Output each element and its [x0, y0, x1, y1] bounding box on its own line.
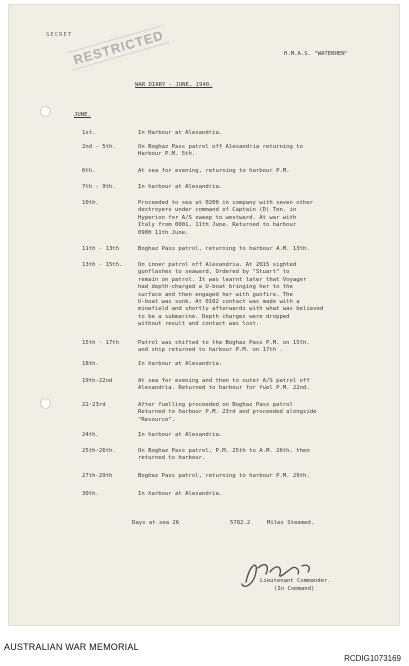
entry-text: On Boghaz Pass patrol, P.M. 25th to A.M. 26th, then returned to harbour.: [138, 448, 310, 462]
entry-text: On inner patrol off Alexandria. At 2015 sighted gunflashes to seaward. Ordered by "Stuart" to remain on patrol. It was learnt later that Voyager had depth-charged a U-boat bringing her to the surface and then engaged her with gunfire. The U-boat was sunk. At 0102 contact was made with a minefield and shortly afterwards with what was believed to be a submarine. Depth charges were dropped without result and contact was lost.: [138, 262, 324, 328]
entry-text: Proceeded to sea at 0200 in company with seven other destroyers under command of Captain (D) Ten. in Hyperion for A/S sweep to westward. At war with Italy from 0001, 11th June. Returned to harbour 0900 11th June.: [138, 200, 314, 236]
entry-text: On Boghaz Pass patrol off Alexandria returning to Harbour P.M. 5th.: [138, 144, 304, 158]
entry-date: 10th.: [82, 200, 99, 206]
entry-date: 7th - 9th.: [82, 184, 116, 190]
entry-date: 25th-26th.: [82, 448, 116, 454]
entry-text: In harbour at Alexandria.: [138, 184, 223, 190]
entry-date: 22-23rd: [82, 402, 106, 408]
entry-date: 30th.: [82, 491, 99, 497]
entry-date: 2nd - 5th.: [82, 144, 116, 150]
entry-text: At sea for evening and then to outer A/S patrol off Alexandria. Returned to harbour for fuel P.M. 22nd.: [138, 378, 310, 392]
entry-date: 19th-22nd: [82, 378, 113, 384]
diary-title: WAR DIARY - JUNE, 1940.: [135, 82, 213, 88]
entry-date: 6th.: [82, 168, 96, 174]
entry-date: 18th.: [82, 361, 99, 367]
entry-text: After fuelling proceeded on Boghaz Pass patrol Returned to harbour P.M. 23rd and proceeded alongside "Resource".: [138, 402, 317, 423]
entry-text: Boghaz Pass patrol, returning to harbour P.M. 29th.: [138, 473, 310, 479]
ship-name: H.M.A.S. "WATERHEN": [284, 51, 348, 57]
entry-date: 24th.: [82, 432, 99, 438]
days-at-sea: Days at sea 26: [132, 520, 180, 526]
entry-date: 13th - 15th.: [82, 262, 123, 268]
entry-text: In harbour at Alexandria.: [138, 361, 223, 367]
entry-date: 15th - 17th: [82, 340, 120, 346]
entry-date: 11th - 13th: [82, 246, 120, 252]
record-id: RCDIG1073169: [344, 654, 401, 663]
restricted-stamp: RESTRICTED: [67, 24, 169, 70]
document-page: [8, 4, 400, 626]
entry-text: In harbour at Alexandria.: [138, 491, 223, 497]
footer-bar: [0, 628, 409, 666]
entry-date: 1st.: [82, 130, 96, 136]
punch-hole: [40, 106, 51, 117]
punch-hole: [40, 398, 51, 409]
archive-name: AUSTRALIAN WAR MEMORIAL: [4, 642, 139, 652]
signature-role: (In Command): [274, 586, 315, 592]
entry-date: 27th-29th: [82, 473, 113, 479]
entry-text: Boghaz Pass patrol, returning to harbour A.M. 13th.: [138, 246, 310, 252]
signature-rank: Lieutenant Commander.: [260, 578, 331, 584]
classification-code: SECRET: [46, 32, 73, 38]
miles-value: 5782.2: [230, 520, 251, 526]
miles-label: Miles Steamed.: [267, 520, 315, 526]
entry-text: In harbour at Alexandria.: [138, 432, 223, 438]
month-heading: JUNE.: [74, 112, 91, 118]
entry-text: At sea for evening, returning to harbour P.M.: [138, 168, 290, 174]
entry-text: Patrol was shifted to the Boghaz Pass P.M. on 15th. and ship returned to harbour P.M. on 17th .: [138, 340, 310, 354]
entry-text: In Harbour at Alexandria.: [138, 130, 223, 136]
